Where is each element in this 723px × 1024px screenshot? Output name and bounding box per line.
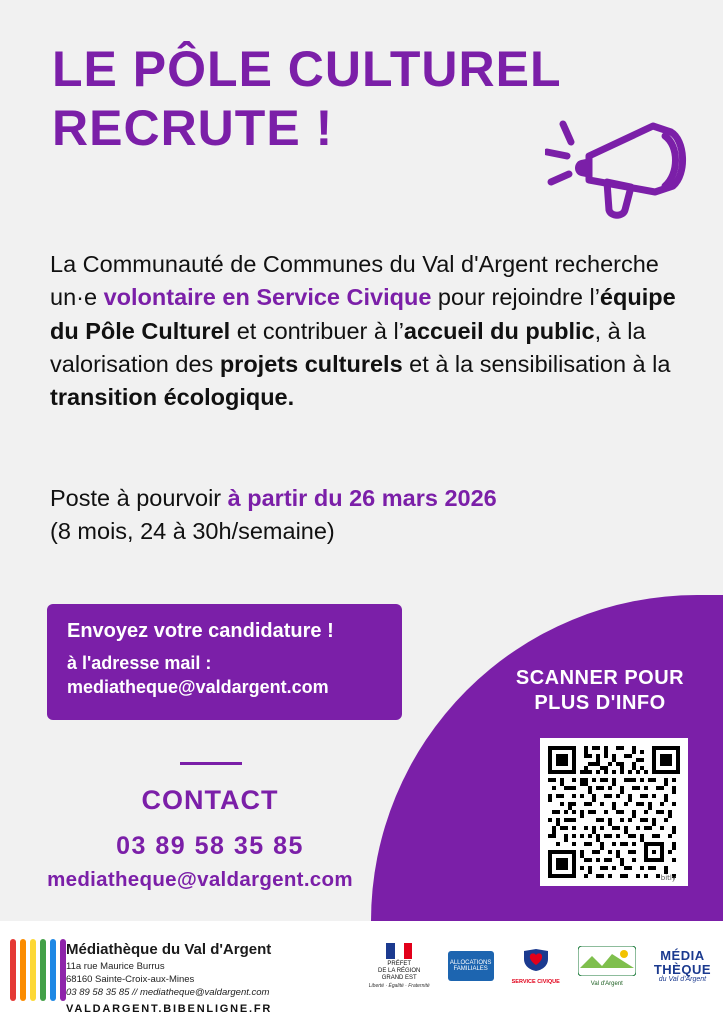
- headline-line-2: RECRUTE !: [52, 100, 334, 156]
- footer-bar: [0, 921, 723, 1024]
- headline-line-1: LE PÔLE CULTUREL: [52, 41, 562, 97]
- prefet-line-2: DE LA RÉGION: [378, 967, 421, 974]
- application-mail-label: à l'adresse mail :: [67, 653, 212, 673]
- mediatheque-logo: [654, 949, 711, 984]
- partner-logos: [369, 943, 711, 989]
- qr-brand-label: bitly: [660, 874, 676, 882]
- footer-contact-line: 03 89 58 35 85 // mediatheque@valdargent.com: [66, 986, 270, 998]
- service-civique-line-2: CIVIQUE: [537, 979, 560, 986]
- color-stripes-icon: [10, 939, 66, 1001]
- scan-instruction-line-1: SCANNER POUR: [515, 667, 685, 689]
- body-bold-team: équipe du Pôle Culturel: [50, 284, 676, 344]
- val-argent-line-1: Val d'Argent: [590, 980, 623, 987]
- contact-heading: CONTACT: [141, 785, 279, 815]
- caf-line-1: ALLOCATIONS: [449, 959, 492, 966]
- footer-address-line-1: 11a rue Maurice Burrus: [66, 961, 165, 972]
- body-accent-role: volontaire en Service Civique: [103, 284, 432, 311]
- body-paragraph: [50, 248, 698, 415]
- body-bold-projects: projets culturels: [219, 351, 403, 378]
- body-seg-2: pour rejoindre l’: [431, 284, 600, 311]
- prefet-line-1: PRÉFET: [387, 961, 412, 967]
- prefet-motto: Liberté · Égalité · Fraternité: [368, 982, 430, 989]
- scan-instruction: [500, 666, 700, 716]
- caf-alsace-logo: [448, 951, 494, 981]
- position-availability: [50, 482, 698, 549]
- position-prefix: Poste à pourvoir: [50, 485, 228, 511]
- contact-divider: [180, 762, 242, 765]
- prefet-grand-est-logo: [369, 943, 430, 989]
- prefet-line-3: GRAND EST: [381, 974, 417, 981]
- body-seg-5: et à la sensibilisation à la: [402, 351, 671, 378]
- service-civique-logo: [512, 947, 560, 985]
- application-title: Envoyez votre candidature !: [67, 620, 334, 642]
- service-civique-line-1: SERVICE: [511, 979, 536, 986]
- position-date: à partir du 26 mars 2026: [227, 485, 497, 511]
- val-argent-logo: [578, 946, 636, 987]
- body-bold-public: accueil du public: [403, 317, 595, 344]
- mediatheque-line-2: THÈQUE: [653, 961, 711, 977]
- qr-code[interactable]: [540, 738, 688, 886]
- footer-org-name: Médiathèque du Val d'Argent: [66, 941, 272, 958]
- body-seg-4: , à la valorisation des: [50, 317, 646, 378]
- contact-phone[interactable]: 03 89 58 35 85: [116, 832, 304, 860]
- mediatheque-line-3: du Val d'Argent: [658, 976, 707, 984]
- footer-organisation-info: [66, 941, 272, 1015]
- application-mail-address[interactable]: mediatheque@valdargent.com: [67, 677, 329, 698]
- body-seg-3: et contribuer à l’: [230, 317, 404, 344]
- body-seg-1: La Communauté de Communes du Val d'Argent recherche un·e: [50, 251, 659, 311]
- body-bold-transition: transition écologique.: [50, 384, 295, 411]
- contact-email[interactable]: mediatheque@valdargent.com: [47, 868, 353, 891]
- position-duration: (8 mois, 24 à 30h/semaine): [50, 518, 335, 545]
- caf-line-2: FAMILIALES: [453, 966, 488, 973]
- mediatheque-line-1: MÉDIA: [660, 947, 705, 963]
- scan-instruction-line-2: PLUS D'INFO: [534, 692, 666, 714]
- footer-address-line-2: 68160 Sainte-Croix-aux-Mines: [66, 973, 195, 985]
- megaphone-icon: [545, 118, 695, 228]
- footer-website[interactable]: VALDARGENT.BIBENLIGNE.FR: [66, 1003, 273, 1016]
- application-callout: [47, 604, 402, 720]
